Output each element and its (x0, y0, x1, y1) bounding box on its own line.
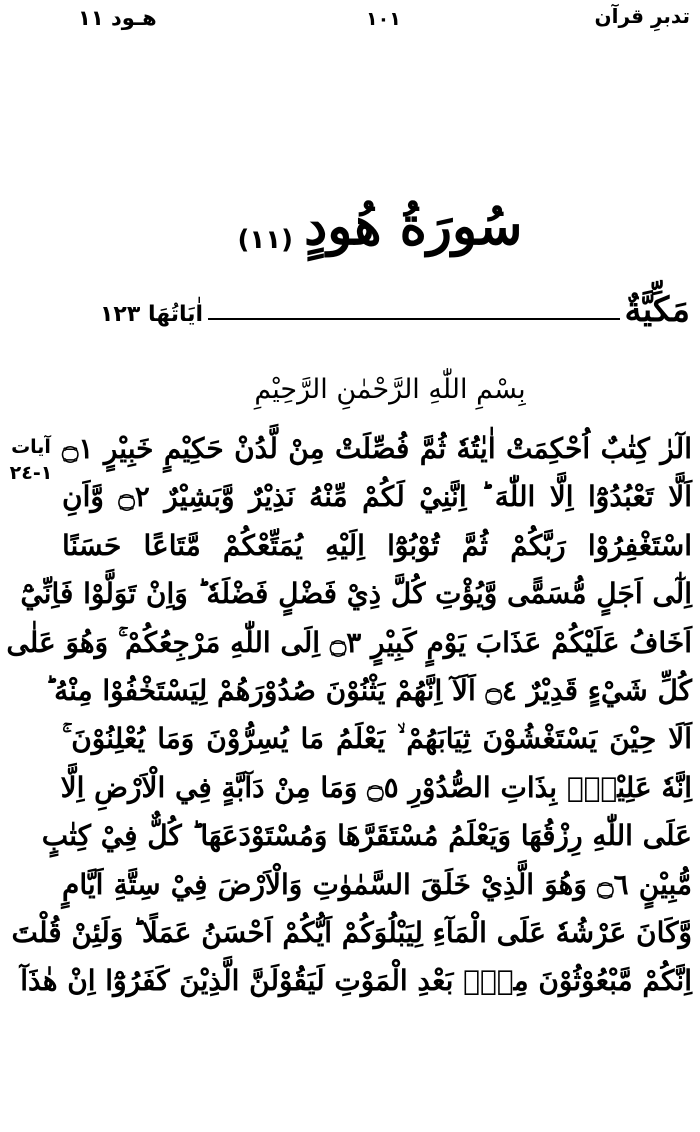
page-number: ١٠١ (366, 8, 401, 30)
surah-info-row (100, 290, 690, 338)
verse-line: اَخَافُ عَلَيْكُمْ عَذَابَ يَوْمٍ كَبِيْرٍ ۝٣ اِلَى اللّٰهِ مَرْجِعُكُمْ ۚ وَهُوَ عَلٰى (6, 625, 692, 659)
bismillah: بِسْمِ اللّٰهِ الرَّحْمٰنِ الرَّحِيْمِ (254, 374, 526, 405)
verse-line: وَّكَانَ عَرْشُهٗ عَلَى الْمَآءِ لِيَبْلُوَكُمْ اَيُّكُمْ اَحْسَنُ عَمَلًا ؕ وَلَئِنْ قُلْتَ (11, 915, 692, 949)
verse-line: اَلَا حِيْنَ يَسْتَغْشُوْنَ ثِيَابَهُمْ ۙ يَعْلَمُ مَا يُسِرُّوْنَ وَمَا يُعْلِنُوْنَ ۚ (62, 722, 692, 756)
revelation-place: مَكِّيَّةٌ (624, 290, 690, 330)
verse-line: مُّبِيْنٍ ۝٦ وَهُوَ الَّذِيْ خَلَقَ السَّمٰوٰتِ وَالْاَرْضَ فِيْ سِتَّةِ اَيَّامٍ (62, 867, 692, 901)
verse-line: اِنَّكُمْ مَّبْعُوْثُوْنَ مِنْۢ بَعْدِ الْمَوْتِ لَيَقُوْلَنَّ الَّذِيْنَ كَفَرُوْٓا اِنْ هٰذَآ (20, 964, 692, 998)
ayat-count: اٰيَاتُهَا ١٢٣ (100, 302, 204, 327)
verse-line: عَلَى اللّٰهِ رِزْقُهَا وَيَعْلَمُ مُسْتَقَرَّهَا وَمُسْتَوْدَعَهَا ؕ كُلٌّ فِيْ كِتٰبٍ (41, 819, 692, 853)
verse-line: الٓرٰ كِتٰبٌ اُحْكِمَتْ اٰيٰتُهٗ ثُمَّ فُصِّلَتْ مِنْ لَّدُنْ حَكِيْمٍ خَبِيْرٍ ۝١ (62, 432, 692, 465)
surah-number: (١١) (237, 224, 294, 255)
surah-name: سُورَةُ هُودٍ (304, 196, 523, 257)
margin-verse-range (8, 436, 54, 484)
info-divider-line (208, 318, 620, 320)
surah-title (220, 196, 540, 257)
verse-line: اسْتَغْفِرُوْا رَبَّكُمْ ثُمَّ تُوْبُوْٓا اِلَيْهِ يُمَتِّعْكُمْ مَّتَاعًا حَسَنًا (62, 528, 692, 562)
margin-label: آيات (11, 436, 51, 458)
verse-line: اِلٰٓى اَجَلٍ مُّسَمًّى وَّيُؤْتِ كُلَّ ذِيْ فَضْلٍ فَضْلَهٗ ؕ وَاِنْ تَوَلَّوْا فَاِنِّيْٓ (20, 577, 692, 611)
verse-line: اِنَّهٗ عَلِيْمٌۢ بِذَاتِ الصُّدُوْرِ ۝٥ وَمَا مِنْ دَآبَّةٍ فِي الْاَرْضِ اِلَّا (60, 770, 692, 804)
verse-line: اَلَّا تَعْبُدُوْٓا اِلَّا اللّٰهَ ؕ اِنَّنِيْ لَكُمْ مِّنْهُ نَذِيْرٌ وَّبَشِيْرٌ ۝٢ وَّاَنِ (62, 480, 692, 514)
verse-line: كُلِّ شَيْءٍ قَدِيْرٌ ۝٤ اَلَآ اِنَّهُمْ يَثْنُوْنَ صُدُوْرَهُمْ لِيَسْتَخْفُوْا مِنْهُ ؕ (45, 673, 692, 707)
running-header-surah: هـود ١١ (78, 6, 157, 30)
margin-range: ١-٢٤ (9, 462, 53, 484)
running-header-book-title: تدبرِ قرآن (594, 4, 690, 28)
